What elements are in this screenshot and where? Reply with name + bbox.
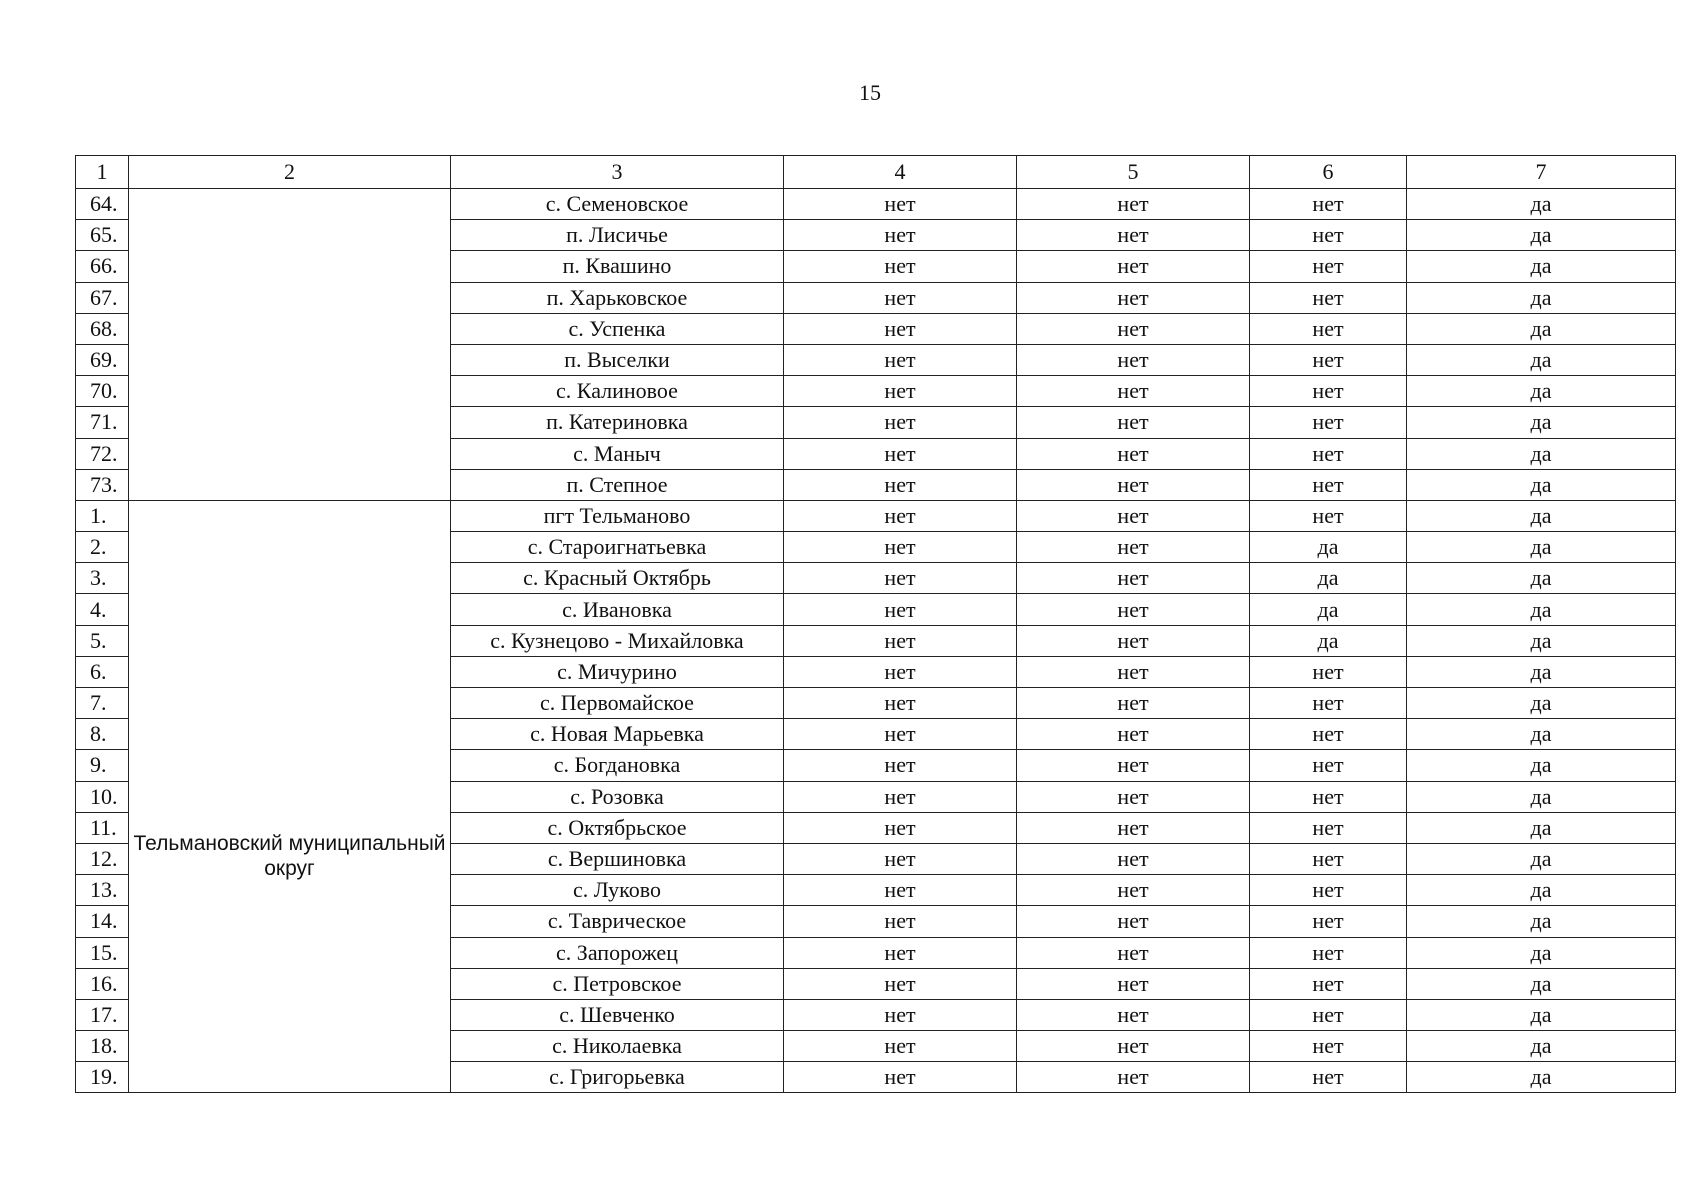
col-5-value: нет: [1017, 532, 1250, 563]
col-6-value: нет: [1250, 875, 1407, 906]
col-6-value: нет: [1250, 1062, 1407, 1093]
col-7-value: да: [1407, 220, 1676, 251]
col-4-value: нет: [784, 563, 1017, 594]
col-6-value: да: [1250, 594, 1407, 625]
column-header: 6: [1250, 156, 1407, 189]
col-6-value: нет: [1250, 438, 1407, 469]
col-5-value: нет: [1017, 656, 1250, 687]
col-4-value: нет: [784, 469, 1017, 500]
col-7-value: да: [1407, 843, 1676, 874]
col-7-value: да: [1407, 407, 1676, 438]
col-5-value: нет: [1017, 313, 1250, 344]
col-5-value: нет: [1017, 812, 1250, 843]
col-7-value: да: [1407, 812, 1676, 843]
settlement-name: п. Лисичье: [451, 220, 784, 251]
col-5-value: нет: [1017, 189, 1250, 220]
settlement-name: пгт Тельманово: [451, 500, 784, 531]
col-6-value: нет: [1250, 968, 1407, 999]
col-5-value: нет: [1017, 376, 1250, 407]
col-4-value: нет: [784, 313, 1017, 344]
col-5-value: нет: [1017, 719, 1250, 750]
col-5-value: нет: [1017, 999, 1250, 1030]
row-number: 4.: [76, 594, 129, 625]
settlement-name: с. Розовка: [451, 781, 784, 812]
col-6-value: нет: [1250, 282, 1407, 313]
col-6-value: нет: [1250, 251, 1407, 282]
settlement-name: с. Семеновское: [451, 189, 784, 220]
col-7-value: да: [1407, 594, 1676, 625]
column-header: 3: [451, 156, 784, 189]
col-5-value: нет: [1017, 282, 1250, 313]
col-4-value: нет: [784, 344, 1017, 375]
col-4-value: нет: [784, 688, 1017, 719]
col-4-value: нет: [784, 251, 1017, 282]
row-number: 17.: [76, 999, 129, 1030]
col-7-value: да: [1407, 313, 1676, 344]
row-number: 2.: [76, 532, 129, 563]
col-5-value: нет: [1017, 1062, 1250, 1093]
col-7-value: да: [1407, 937, 1676, 968]
col-5-value: нет: [1017, 750, 1250, 781]
col-7-value: да: [1407, 999, 1676, 1030]
row-number: 65.: [76, 220, 129, 251]
row-number: 6.: [76, 656, 129, 687]
settlement-name: с. Первомайское: [451, 688, 784, 719]
col-4-value: нет: [784, 781, 1017, 812]
col-7-value: да: [1407, 781, 1676, 812]
col-7-value: да: [1407, 344, 1676, 375]
col-7-value: да: [1407, 469, 1676, 500]
settlement-name: с. Таврическое: [451, 906, 784, 937]
col-7-value: да: [1407, 968, 1676, 999]
col-6-value: нет: [1250, 469, 1407, 500]
col-6-value: нет: [1250, 1031, 1407, 1062]
col-4-value: нет: [784, 812, 1017, 843]
col-4-value: нет: [784, 906, 1017, 937]
col-7-value: да: [1407, 750, 1676, 781]
row-number: 8.: [76, 719, 129, 750]
col-5-value: нет: [1017, 968, 1250, 999]
col-7-value: да: [1407, 532, 1676, 563]
col-4-value: нет: [784, 937, 1017, 968]
col-4-value: нет: [784, 1031, 1017, 1062]
col-5-value: нет: [1017, 781, 1250, 812]
settlement-name: с. Луково: [451, 875, 784, 906]
row-number: 18.: [76, 1031, 129, 1062]
settlement-name: с. Николаевка: [451, 1031, 784, 1062]
col-6-value: нет: [1250, 220, 1407, 251]
col-6-value: нет: [1250, 344, 1407, 375]
col-7-value: да: [1407, 719, 1676, 750]
col-5-value: нет: [1017, 344, 1250, 375]
row-number: 15.: [76, 937, 129, 968]
col-7-value: да: [1407, 500, 1676, 531]
col-5-value: нет: [1017, 469, 1250, 500]
settlement-name: с. Мичурино: [451, 656, 784, 687]
col-4-value: нет: [784, 438, 1017, 469]
row-number: 3.: [76, 563, 129, 594]
col-7-value: да: [1407, 875, 1676, 906]
col-6-value: нет: [1250, 189, 1407, 220]
settlement-name: с. Вершиновка: [451, 843, 784, 874]
row-number: 16.: [76, 968, 129, 999]
row-number: 64.: [76, 189, 129, 220]
col-6-value: нет: [1250, 688, 1407, 719]
col-6-value: нет: [1250, 407, 1407, 438]
col-7-value: да: [1407, 906, 1676, 937]
row-number: 5.: [76, 625, 129, 656]
column-header: 7: [1407, 156, 1676, 189]
col-6-value: нет: [1250, 719, 1407, 750]
col-6-value: нет: [1250, 750, 1407, 781]
col-4-value: нет: [784, 875, 1017, 906]
row-number: 71.: [76, 407, 129, 438]
row-number: 10.: [76, 781, 129, 812]
settlement-name: с. Новая Марьевка: [451, 719, 784, 750]
col-6-value: нет: [1250, 313, 1407, 344]
col-6-value: нет: [1250, 843, 1407, 874]
settlement-name: с. Ивановка: [451, 594, 784, 625]
municipality-cell: Тельмановский муниципальный округ: [129, 500, 451, 1093]
table-header-row: [76, 156, 1676, 189]
settlement-name: с. Калиновое: [451, 376, 784, 407]
column-header: 2: [129, 156, 451, 189]
col-6-value: да: [1250, 532, 1407, 563]
settlement-name: с. Кузнецово - Михайловка: [451, 625, 784, 656]
col-5-value: нет: [1017, 906, 1250, 937]
row-number: 7.: [76, 688, 129, 719]
row-number: 19.: [76, 1062, 129, 1093]
settlement-name: с. Шевченко: [451, 999, 784, 1030]
settlement-name: с. Богдановка: [451, 750, 784, 781]
col-6-value: нет: [1250, 937, 1407, 968]
col-4-value: нет: [784, 376, 1017, 407]
row-number: 67.: [76, 282, 129, 313]
col-4-value: нет: [784, 968, 1017, 999]
col-4-value: нет: [784, 220, 1017, 251]
settlement-name: п. Квашино: [451, 251, 784, 282]
settlements-table: [75, 155, 1676, 1093]
table-row: [76, 189, 1676, 220]
col-5-value: нет: [1017, 594, 1250, 625]
col-4-value: нет: [784, 407, 1017, 438]
col-6-value: нет: [1250, 999, 1407, 1030]
col-5-value: нет: [1017, 1031, 1250, 1062]
settlement-name: п. Выселки: [451, 344, 784, 375]
col-7-value: да: [1407, 251, 1676, 282]
row-number: 68.: [76, 313, 129, 344]
col-6-value: да: [1250, 563, 1407, 594]
table-row: [76, 500, 1676, 531]
col-5-value: нет: [1017, 407, 1250, 438]
col-4-value: нет: [784, 999, 1017, 1030]
settlement-name: с. Запорожец: [451, 937, 784, 968]
col-5-value: нет: [1017, 843, 1250, 874]
col-7-value: да: [1407, 625, 1676, 656]
col-7-value: да: [1407, 563, 1676, 594]
settlement-name: с. Успенка: [451, 313, 784, 344]
col-4-value: нет: [784, 189, 1017, 220]
col-4-value: нет: [784, 500, 1017, 531]
row-number: 12.: [76, 843, 129, 874]
row-number: 14.: [76, 906, 129, 937]
col-6-value: нет: [1250, 656, 1407, 687]
municipality-cell: [129, 189, 451, 501]
settlement-name: с. Петровское: [451, 968, 784, 999]
row-number: 69.: [76, 344, 129, 375]
col-4-value: нет: [784, 594, 1017, 625]
col-4-value: нет: [784, 282, 1017, 313]
col-5-value: нет: [1017, 500, 1250, 531]
col-5-value: нет: [1017, 220, 1250, 251]
settlement-name: п. Степное: [451, 469, 784, 500]
col-6-value: нет: [1250, 906, 1407, 937]
col-7-value: да: [1407, 282, 1676, 313]
col-4-value: нет: [784, 843, 1017, 874]
col-5-value: нет: [1017, 563, 1250, 594]
col-7-value: да: [1407, 438, 1676, 469]
col-7-value: да: [1407, 376, 1676, 407]
row-number: 11.: [76, 812, 129, 843]
col-4-value: нет: [784, 1062, 1017, 1093]
col-5-value: нет: [1017, 251, 1250, 282]
col-7-value: да: [1407, 656, 1676, 687]
table-body: [76, 189, 1676, 1093]
col-4-value: нет: [784, 719, 1017, 750]
col-4-value: нет: [784, 750, 1017, 781]
settlement-name: с. Маныч: [451, 438, 784, 469]
col-6-value: нет: [1250, 781, 1407, 812]
settlement-name: п. Катериновка: [451, 407, 784, 438]
row-number: 13.: [76, 875, 129, 906]
row-number: 9.: [76, 750, 129, 781]
col-6-value: да: [1250, 625, 1407, 656]
page-number: 15: [859, 80, 881, 105]
settlement-name: с. Октябрьское: [451, 812, 784, 843]
column-header: 4: [784, 156, 1017, 189]
settlement-name: с. Григорьевка: [451, 1062, 784, 1093]
col-7-value: да: [1407, 688, 1676, 719]
col-5-value: нет: [1017, 625, 1250, 656]
column-header: 1: [76, 156, 129, 189]
col-4-value: нет: [784, 656, 1017, 687]
row-number: 70.: [76, 376, 129, 407]
row-number: 73.: [76, 469, 129, 500]
col-5-value: нет: [1017, 937, 1250, 968]
col-7-value: да: [1407, 189, 1676, 220]
row-number: 66.: [76, 251, 129, 282]
col-6-value: нет: [1250, 500, 1407, 531]
col-5-value: нет: [1017, 688, 1250, 719]
col-4-value: нет: [784, 532, 1017, 563]
col-7-value: да: [1407, 1031, 1676, 1062]
col-7-value: да: [1407, 1062, 1676, 1093]
row-number: 1.: [76, 500, 129, 531]
settlement-name: с. Староигнатьевка: [451, 532, 784, 563]
settlement-name: п. Харьковское: [451, 282, 784, 313]
row-number: 72.: [76, 438, 129, 469]
settlement-name: с. Красный Октябрь: [451, 563, 784, 594]
col-4-value: нет: [784, 625, 1017, 656]
col-5-value: нет: [1017, 875, 1250, 906]
col-5-value: нет: [1017, 438, 1250, 469]
column-header: 5: [1017, 156, 1250, 189]
col-6-value: нет: [1250, 376, 1407, 407]
col-6-value: нет: [1250, 812, 1407, 843]
